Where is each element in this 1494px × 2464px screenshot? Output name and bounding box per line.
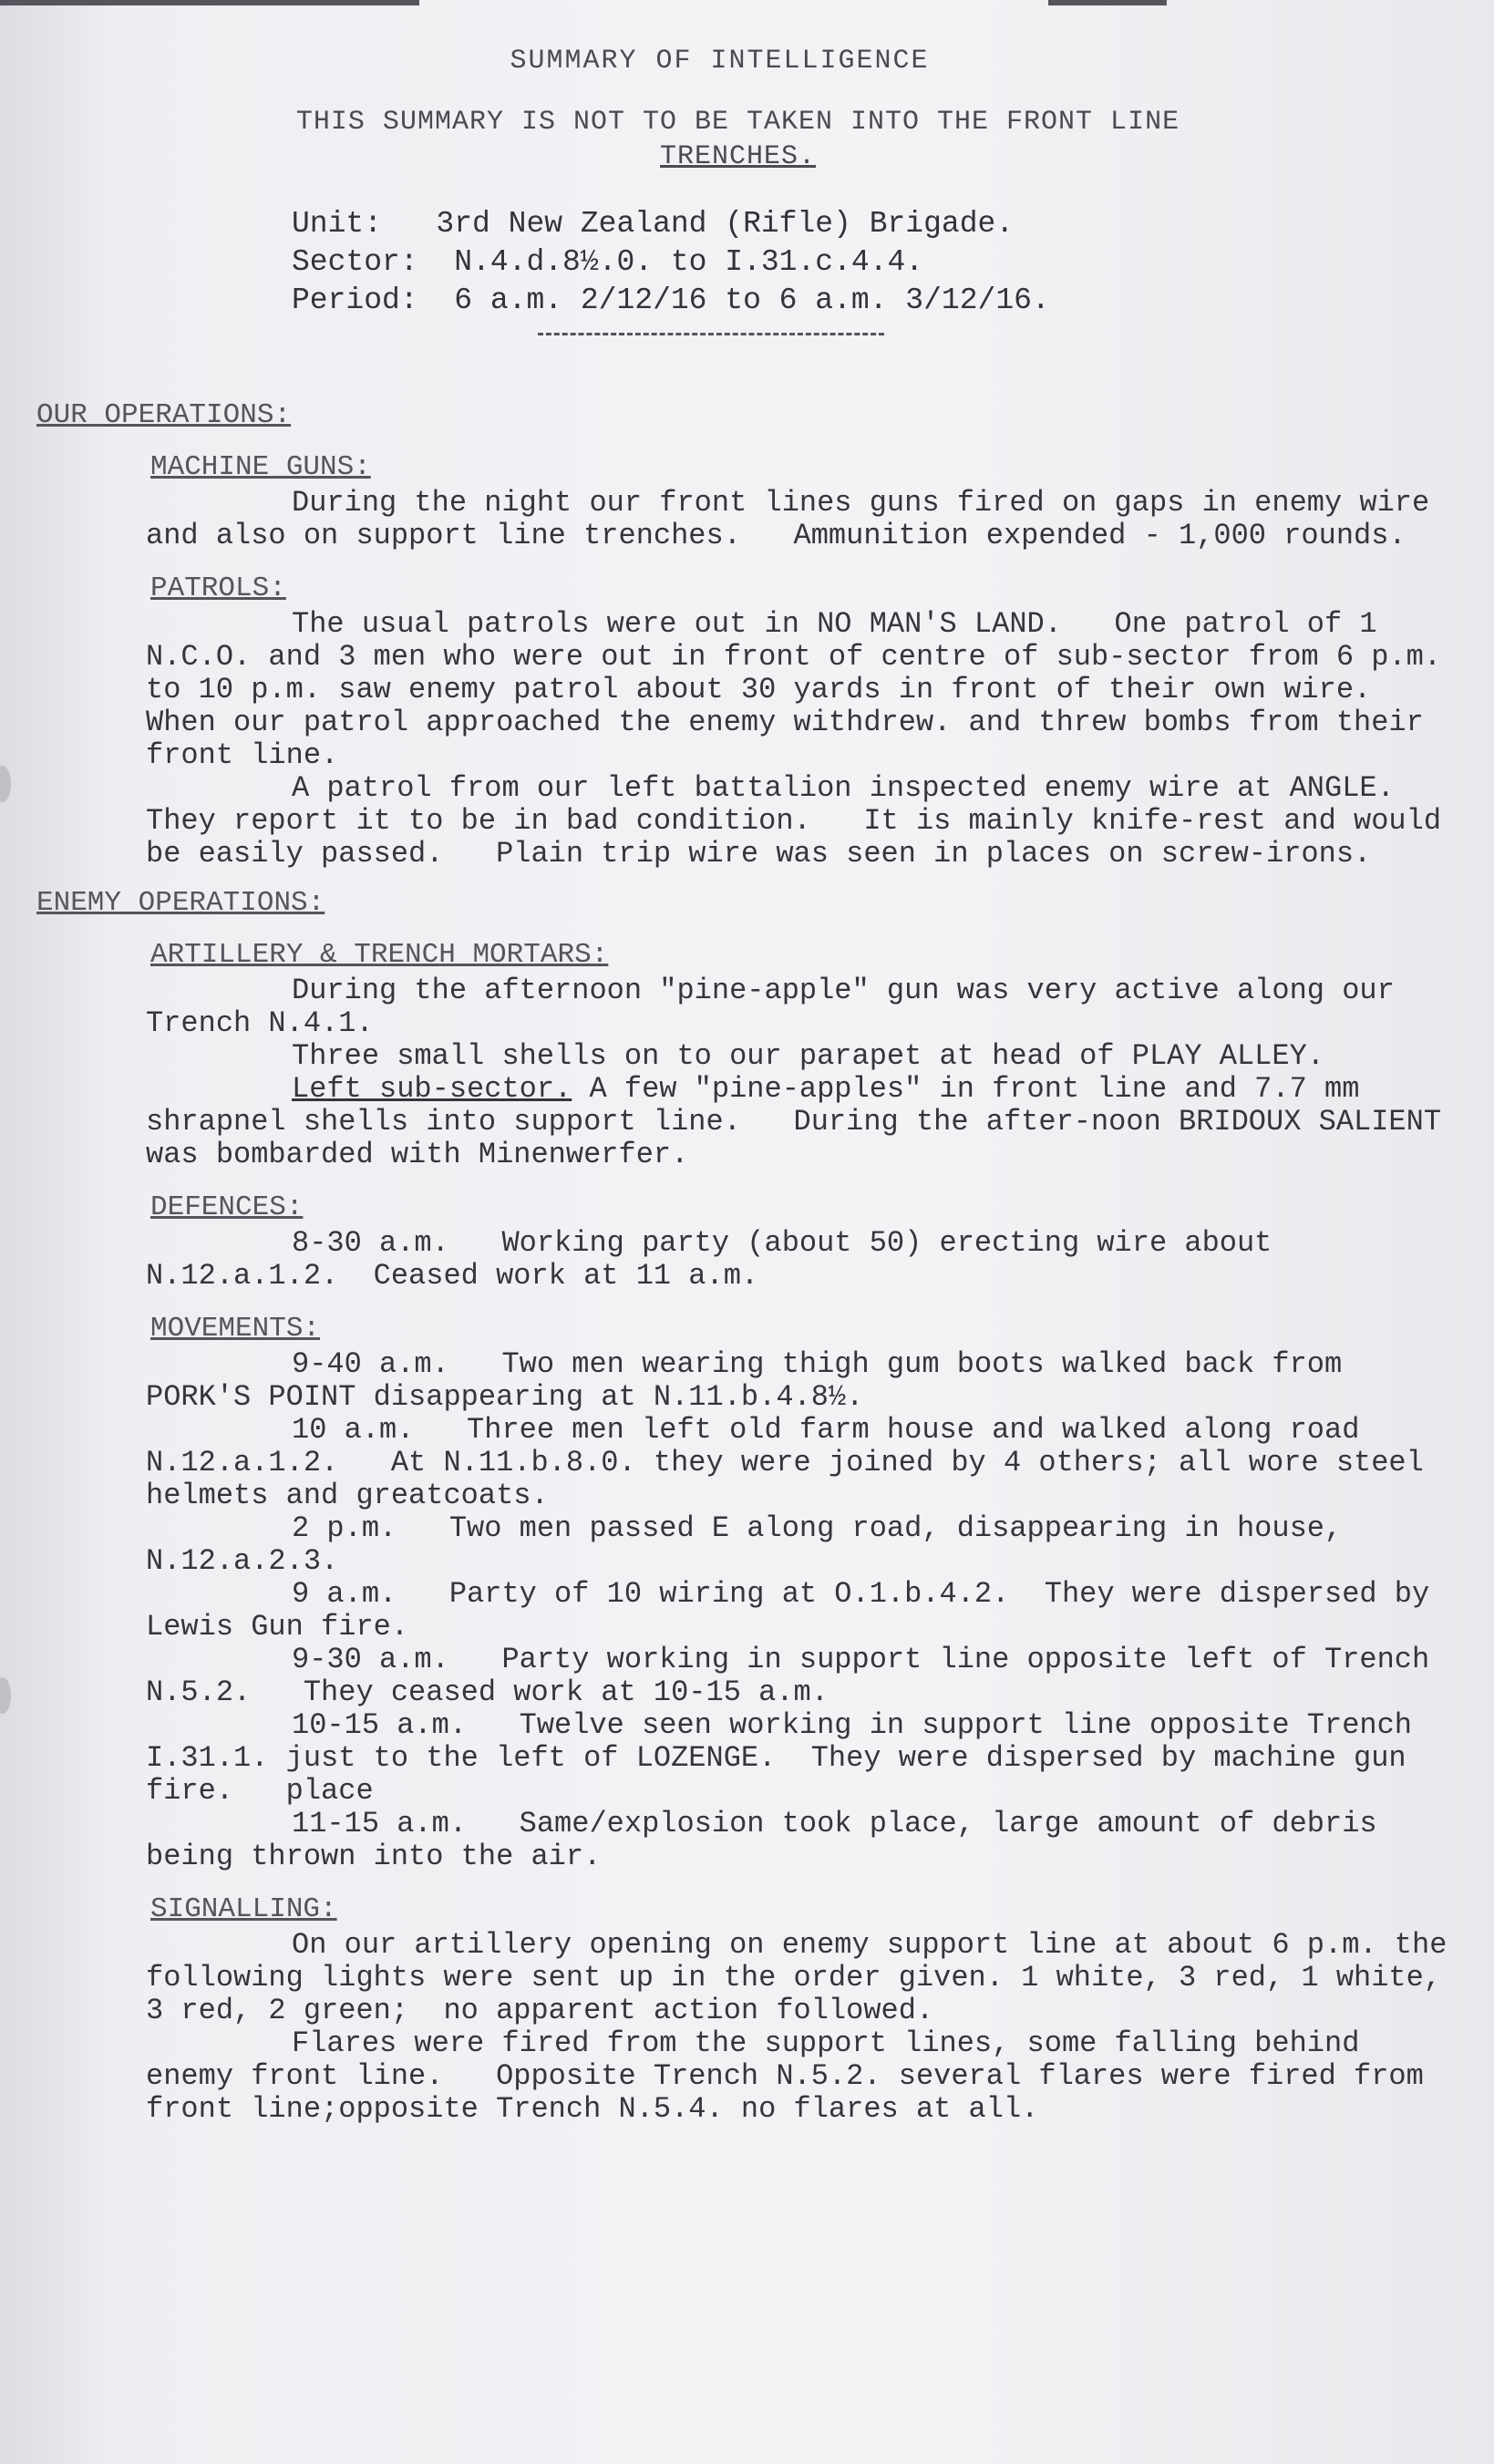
warning-line-1: THIS SUMMARY IS NOT TO BE TAKEN INTO THE FRONT LINE	[295, 107, 1180, 138]
paragraph: 8-30 a.m. Working party (about 50) erecting wire about N.12.a.1.2. Ceased work at 11 a.m.	[146, 1226, 1290, 1293]
paragraph: 2 p.m. Two men passed E along road, disappearing in house, N.12.a.2.3.	[146, 1511, 1360, 1578]
paragraph: On our artillery opening on enemy support line at about 6 p.m. the following lights were sent up in the order given. 1 white, 3 red, 1 white, 3 red, 2 green; no apparent action followed.	[146, 1928, 1465, 2027]
cropped-top-left-text	[0, 0, 419, 15]
subheading-signalling: SIGNALLING:	[150, 1893, 337, 1925]
subheading-machine-guns: MACHINE GUNS:	[150, 451, 371, 483]
subheading-artillery: ARTILLERY & TRENCH MORTARS:	[150, 939, 609, 971]
left-sub-sector-label: Left sub-sector.	[292, 1072, 572, 1106]
cropped-top-right-text	[1048, 0, 1167, 15]
paragraph: 9 a.m. Party of 10 wiring at O.1.b.4.2. They were dispersed by Lewis Gun fire.	[146, 1577, 1448, 1644]
paragraph: 10 a.m. Three men left old farm house and walked along road N.12.a.1.2. At N.11.b.8.0. they were joined by 4 others; all wore steel helmets and greatcoats.	[146, 1413, 1442, 1512]
period-line: Period: 6 a.m. 2/12/16 to 6 a.m. 3/12/16.	[292, 284, 1050, 317]
subheading-movements: MOVEMENTS:	[150, 1313, 321, 1345]
unit-details	[292, 205, 1050, 320]
distribution-warning	[0, 106, 1494, 174]
paragraph: 10-15 a.m. Twelve seen working in support line opposite Trench I.31.1. just to the left of LOZENGE. They were dispersed by machine gun fire. place	[146, 1708, 1430, 1808]
paragraph: 11-15 a.m. Same/explosion took place, large amount of debris being thrown into the air.	[146, 1807, 1395, 1873]
paragraph-text: A few "pine-apples" in front line and 7.7 mm shrapnel shells into support line. During the after-noon BRIDOUX SALIENT was bombarded with Minenwerfer.	[146, 1072, 1459, 1171]
paragraph: 9-40 a.m. Two men wearing thigh gum boots walked back from PORK'S POINT disappearing at N.11.b.4.8½.	[146, 1347, 1360, 1414]
paragraph	[146, 1073, 1458, 1171]
paragraph: A patrol from our left battalion inspected enemy wire at ANGLE. They report it to be in bad condition. It is mainly knife-rest and would be easily passed. Plain trip wire was seen in places on screw-irons.	[146, 771, 1459, 871]
paragraph: During the night our front lines guns fired on gaps in enemy wire and also on support line trenches. Ammunition expended - 1,000 rounds.	[146, 486, 1448, 552]
paragraph: 9-30 a.m. Party working in support line opposite left of Trench N.5.2. They ceased work at 10-15 a.m.	[146, 1643, 1448, 1709]
section-heading-enemy-operations: ENEMY OPERATIONS:	[36, 887, 325, 919]
report-body	[0, 383, 1494, 2126]
paragraph: During the afternoon "pine-apple" gun was very active along our Trench N.4.1.	[146, 974, 1412, 1040]
document-title: SUMMARY OF INTELLIGENCE	[510, 46, 930, 77]
subheading-patrols: PATROLS:	[150, 572, 286, 604]
section-heading-our-operations: OUR OPERATIONS:	[36, 399, 292, 431]
paragraph: The usual patrols were out in NO MAN'S LAND. One patrol of 1 N.C.O. and 3 men who were out in front of centre of sub-sector from 6 p.m. to 10 p.m. saw enemy patrol about 30 yards in front of their own wire. When our patrol approached the enemy withdrew. and threw bombs from their front line.	[146, 607, 1459, 772]
sector-line: Sector: N.4.d.8½.0. to I.31.c.4.4.	[292, 245, 924, 279]
subheading-defences: DEFENCES:	[150, 1191, 304, 1223]
header-divider	[538, 333, 884, 335]
paragraph: Flares were fired from the support lines, some falling behind enemy front line. Opposite Trench N.5.2. several flares were fired from front line;opposite Trench N.5.4. no flares at all.	[146, 2026, 1442, 2126]
paragraph: Three small shells on to our parapet at head of PLAY ALLEY.	[292, 1039, 1324, 1073]
unit-line: Unit: 3rd New Zealand (Rifle) Brigade.	[292, 207, 1015, 241]
document-header	[0, 46, 1494, 174]
warning-line-2: TRENCHES.	[659, 140, 817, 172]
